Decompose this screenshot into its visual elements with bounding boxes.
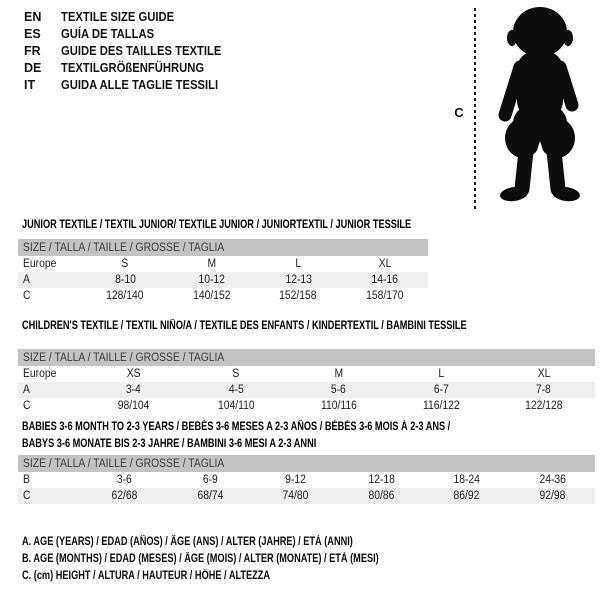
table-cell: XL	[378, 258, 392, 270]
language-label: TEXTILE SIZE GUIDE	[61, 9, 175, 24]
language-code: DE	[24, 60, 42, 75]
table-cell: 140/152	[193, 290, 231, 302]
table-cell: 104/110	[217, 400, 255, 412]
language-code: ES	[24, 26, 41, 41]
table-cell: 6-7	[433, 384, 449, 396]
table-header-label: SIZE / TALLA / TAILLE / GRÖSSE / TAGLIA	[23, 457, 225, 470]
table-cell: 152/158	[279, 290, 317, 302]
babies-table-title	[22, 419, 557, 453]
table-cell: S	[121, 258, 129, 270]
legend-item-a	[22, 536, 468, 553]
babies-size-table	[18, 455, 595, 504]
children-table-title	[22, 318, 578, 335]
table-cell: 86/92	[453, 490, 480, 502]
table-row	[18, 256, 428, 272]
row-label: A	[23, 274, 30, 286]
table-row	[18, 472, 595, 488]
table-row	[18, 366, 595, 382]
table-cell: 98/104	[117, 400, 150, 412]
junior-size-table	[18, 239, 428, 304]
language-code: EN	[24, 9, 42, 24]
table-cell: 80/86	[368, 490, 395, 502]
table-cell: 3-6	[117, 474, 133, 486]
table-cell: 14-16	[371, 274, 398, 286]
table-cell: 12-13	[285, 274, 312, 286]
legend-item-c-text: C. (cm) HEIGHT / ALTURA / HAUTEUR / HÖHE / ALTEZZA	[22, 570, 271, 582]
babies-table-title-line1: BABIES 3-6 MONTH TO 2-3 YEARS / BEBÉS 3-6 MESES A 2-3 AÑOS / BÉBÉS 3-6 MOIS À 2-3 ANS /	[22, 421, 451, 433]
table-cell: XS	[126, 368, 141, 380]
legend-item-b	[22, 553, 468, 570]
table-cell: 74/80	[282, 490, 309, 502]
table-header-row	[18, 455, 595, 472]
table-cell: 62/68	[111, 490, 138, 502]
table-cell: 122/128	[524, 400, 563, 412]
table-cell: 24-36	[539, 474, 566, 486]
row-label: C	[23, 400, 31, 412]
table-cell: 18-24	[453, 474, 480, 486]
height-measure-label: C	[454, 105, 464, 120]
table-cell: 4-5	[228, 384, 244, 396]
legend-item-c	[22, 570, 468, 587]
row-label: B	[23, 474, 30, 486]
table-header-label: SIZE / TALLA / TAILLE / GRÖSSE / TAGLIA	[23, 351, 225, 364]
table-cell: M	[334, 368, 343, 380]
table-cell: L	[295, 258, 302, 270]
language-code: IT	[24, 77, 36, 92]
legend-item-b-text: B. AGE (MONTHS) / EDAD (MESES) / ÂGE (MOIS) / ALTER (MONATE) / ETÀ (MESI)	[22, 553, 379, 565]
table-cell: 110/116	[320, 400, 357, 412]
height-measure-dashed-line	[474, 8, 476, 210]
language-guide	[24, 8, 239, 93]
table-cell: 5-6	[331, 384, 346, 396]
table-header-row	[18, 239, 428, 256]
table-row	[18, 382, 595, 398]
language-row-es	[24, 25, 239, 42]
table-cell: 7-8	[536, 384, 552, 396]
children-size-table	[18, 349, 595, 414]
language-row-de	[24, 59, 239, 76]
language-row-fr	[24, 42, 239, 59]
language-row-it	[24, 76, 239, 93]
table-cell: 92/98	[539, 490, 566, 502]
table-row	[18, 488, 595, 504]
language-code: FR	[24, 43, 41, 58]
table-cell: S	[232, 368, 240, 380]
language-label: GUÍA DE TALLAS	[61, 26, 155, 41]
table-cell: 8-10	[114, 274, 136, 286]
table-row	[18, 398, 595, 414]
row-label: Europe	[23, 258, 57, 270]
row-label: A	[23, 384, 30, 396]
row-label: C	[23, 490, 31, 502]
language-label: TEXTILGRÖßENFÜHRUNG	[61, 60, 205, 75]
language-row-en	[24, 8, 239, 25]
table-cell: 12-18	[368, 474, 395, 486]
row-label: C	[23, 290, 31, 302]
table-cell: 3-4	[125, 384, 141, 396]
language-label: GUIDA ALLE TAGLIE TESSILI	[61, 77, 219, 92]
row-label: Europe	[23, 368, 57, 380]
children-table-title-text: CHILDREN'S TEXTILE / TEXTIL NIÑO/A / TEXTILE DES ENFANTS / KINDERTEXTIL / BAMBINI TESSILE	[22, 320, 467, 332]
table-header-row	[18, 349, 595, 366]
table-cell: 9-12	[285, 474, 307, 486]
language-label: GUIDE DES TAILLES TEXTILE	[61, 43, 222, 58]
table-cell: 128/140	[106, 290, 144, 302]
table-row	[18, 288, 428, 304]
measurement-legend	[22, 536, 468, 587]
table-cell: 116/122	[422, 400, 460, 412]
table-cell: 6-9	[202, 474, 218, 486]
table-cell: XL	[537, 368, 550, 380]
table-cell: M	[207, 258, 217, 270]
table-cell: 10-12	[198, 274, 225, 286]
table-cell: 158/170	[366, 290, 404, 302]
junior-table-title-text: JUNIOR TEXTILE / TEXTIL JUNIOR/ TEXTILE JUNIOR / JUNIORTEXTIL / JUNIOR TESSILE	[22, 219, 412, 231]
legend-item-a-text: A. AGE (YEARS) / EDAD (AÑOS) / ÂGE (ANS) / ALTER (JAHRE) / ETÀ (ANNI)	[22, 536, 353, 548]
toddler-silhouette-image	[482, 5, 595, 207]
babies-table-title-line2: BABYS 3-6 MONATE BIS 2-3 JAHRE / BAMBINI 3-6 MESI A 2-3 ANNI	[22, 438, 317, 450]
table-cell: L	[438, 368, 444, 380]
junior-table-title	[22, 217, 508, 234]
table-row	[18, 272, 428, 288]
table-header-label: SIZE / TALLA / TAILLE / GRÖSSE / TAGLIA	[23, 241, 225, 254]
table-cell: 68/74	[197, 490, 224, 502]
